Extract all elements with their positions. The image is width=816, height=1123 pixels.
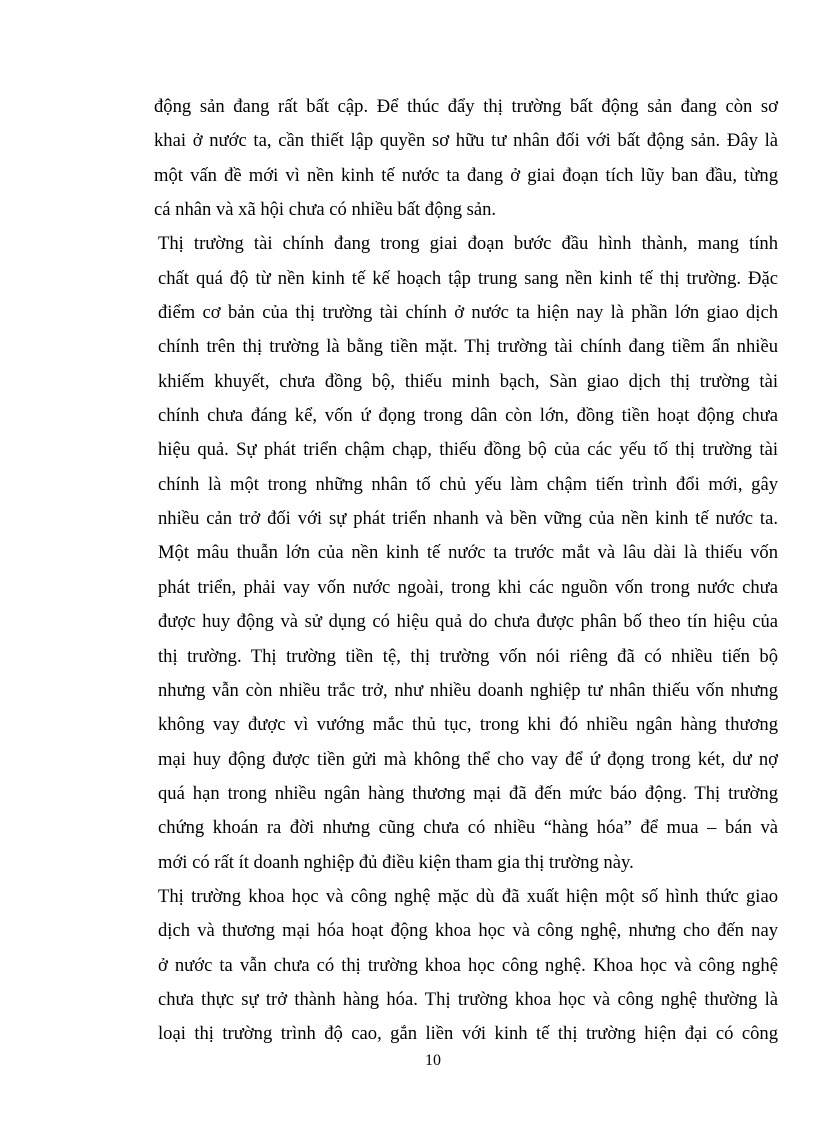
text-line: chính chưa đáng kể, vốn ứ đọng trong dân còn lớn, đồng tiền hoạt động chưa (158, 405, 778, 427)
page-number: 10 (425, 1052, 441, 1069)
text-line: động sản đang rất bất cập. Để thúc đẩy thị trường bất động sản đang còn sơ (154, 96, 778, 117)
text-line: chứng khoán ra đời nhưng cũng chưa có nhiều “hàng hóa” để mua – bán và (158, 817, 778, 839)
paragraph-1 (154, 90, 778, 227)
text-line: mại huy động được tiền gửi mà không thể cho vay để ứ đọng trong két, dư nợ (158, 748, 778, 770)
text-line: chất quá độ từ nền kinh tế kế hoạch tập trung sang nền kinh tế thị trường. Đặc (158, 267, 778, 289)
text-line: ở nước ta vẫn chưa có thị trường khoa học công nghệ. Khoa học và công nghệ (158, 954, 778, 976)
text-line: chính là một trong những nhân tố chủ yếu làm chậm tiến trình đổi mới, gây (158, 473, 778, 495)
text-line: được huy động và sử dụng có hiệu quả do chưa được phân bố theo tín hiệu của (158, 611, 778, 633)
text-line: Thị trường tài chính đang trong giai đoạn bước đầu hình thành, mang tính (158, 233, 778, 255)
text-line: dịch và thương mại hóa hoạt động khoa học và công nghệ, nhưng cho đến nay (158, 920, 778, 942)
text-line: loại thị trường trình độ cao, gắn liền với kinh tế thị trường hiện đại có công (158, 1023, 778, 1045)
text-line: nhưng vẫn còn nhiều trắc trở, như nhiều doanh nghiệp tư nhân thiếu vốn nhưng (158, 679, 778, 701)
body-text (154, 90, 778, 1052)
text-line: Một mâu thuẫn lớn của nền kinh tế nước ta trước mắt và lâu dài là thiếu vốn (158, 542, 778, 564)
text-line: cá nhân và xã hội chưa có nhiều bất động sản. (154, 199, 497, 221)
text-line: khai ở nước ta, cần thiết lập quyền sơ hữu tư nhân đối với bất động sản. Đây là (154, 130, 778, 152)
text-line: nhiều cản trở đối với sự phát triển nhanh và bền vững của nền kinh tế nước ta. (158, 508, 778, 530)
text-line: điểm cơ bản của thị trường tài chính ở nước ta hiện nay là phần lớn giao dịch (158, 302, 778, 324)
text-line: chính trên thị trường là bằng tiền mặt. Thị trường tài chính đang tiềm ẩn nhiều (158, 336, 778, 358)
text-line: hiệu quả. Sự phát triển chậm chạp, thiếu đồng bộ của các yếu tố thị trường tài (158, 439, 778, 461)
text-line: phát triển, phải vay vốn nước ngoài, trong khi các nguồn vốn trong nước chưa (158, 576, 778, 598)
text-line: thị trường. Thị trường tiền tệ, thị trường vốn nói riêng đã có nhiều tiến bộ (158, 645, 778, 667)
text-line: một vấn đề mới vì nền kinh tế nước ta đang ở giai đoạn tích lũy ban đầu, từng (154, 164, 778, 186)
text-line: mới có rất ít doanh nghiệp đủ điều kiện tham gia thị trường này. (158, 851, 634, 873)
paragraph-3 (154, 880, 778, 1052)
paragraph-2 (154, 227, 778, 880)
text-line: không vay được vì vướng mắc thủ tục, trong khi đó nhiều ngân hàng thương (158, 714, 778, 736)
text-line: chưa thực sự trở thành hàng hóa. Thị trường khoa học và công nghệ thường là (158, 988, 778, 1010)
text-line: Thị trường khoa học và công nghệ mặc dù đã xuất hiện một số hình thức giao (158, 885, 778, 907)
text-line: khiếm khuyết, chưa đồng bộ, thiếu minh bạch, Sàn giao dịch thị trường tài (158, 370, 778, 392)
text-line: quá hạn trong nhiều ngân hàng thương mại đã đến mức báo động. Thị trường (158, 782, 778, 804)
